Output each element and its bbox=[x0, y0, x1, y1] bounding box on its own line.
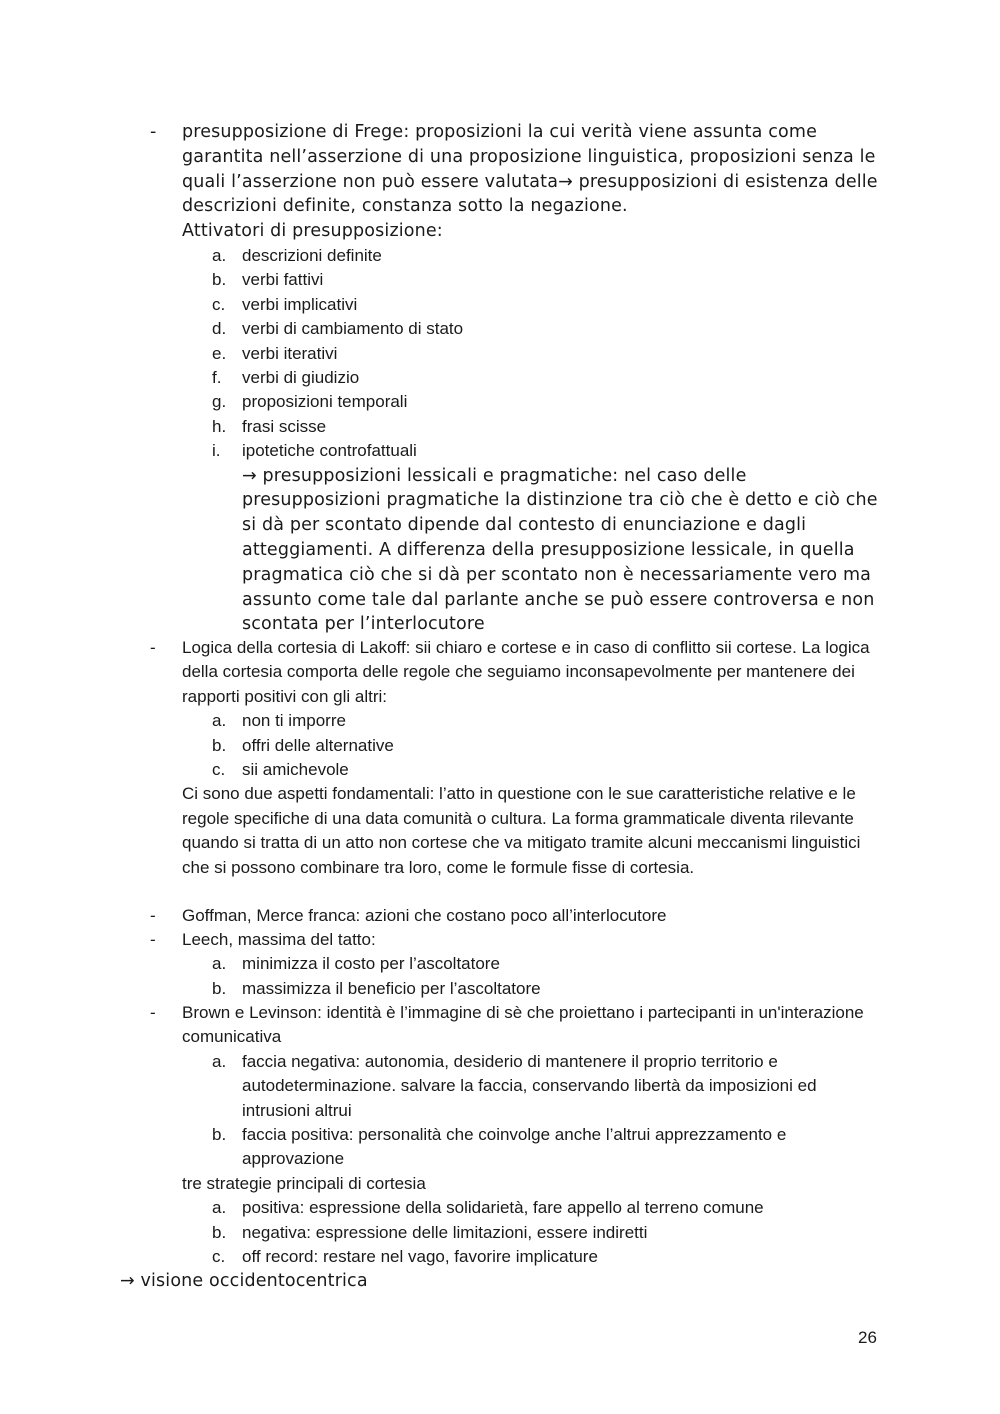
list-marker: a. bbox=[212, 1051, 227, 1071]
list-item-text: non ti imporre bbox=[242, 711, 346, 731]
list-marker: b. bbox=[212, 1222, 227, 1242]
list-item-text: positiva: espressione della solidarietà, fare appello al terreno comune bbox=[242, 1198, 764, 1218]
list-item bbox=[212, 268, 880, 292]
list-item-text: offri delle alternative bbox=[242, 735, 394, 755]
closing-note: → visione occidentocentrica bbox=[120, 1271, 368, 1291]
leech-paragraph: Leech, massima del tatto: bbox=[182, 930, 376, 949]
list-marker: a. bbox=[212, 954, 227, 974]
list-item bbox=[212, 977, 880, 1001]
list-item-text: faccia negativa: autonomia, desiderio di mantenere il proprio territorio e autodeterminazione. salvare la faccia, conservando libertà da imposizioni ed intrusioni altrui bbox=[242, 1051, 817, 1120]
bullet-leech bbox=[150, 928, 880, 1001]
list-item-text: verbi di cambiamento di stato bbox=[242, 319, 464, 339]
presupposition-note: → presupposizioni lessicali e pragmatiche: nel caso delle presupposizioni pragmatiche la distinzione tra ciò che è detto e ciò che si dà per scontato dipende dal contesto di enunciazione e dagli atteggiamenti. A differenza della presupposizione lessicale, in quella pragmatica ciò che si dà per scontato non è necessariamente vero ma assunto come tale dal parlante anche se può essere controversa e non scontata per l’interlocutore bbox=[242, 465, 878, 635]
list-marker: a. bbox=[212, 1198, 227, 1218]
bullet-dash: - bbox=[150, 638, 156, 657]
bullet-frege bbox=[150, 120, 880, 637]
bullet-dash: - bbox=[150, 1003, 156, 1022]
list-item bbox=[212, 952, 880, 976]
list-item-text: verbi di giudizio bbox=[242, 368, 360, 388]
list-item-text: faccia positiva: personalità che coinvolge anche l’altrui apprezzamento e approvazione bbox=[242, 1125, 787, 1169]
list-item-text: frasi scisse bbox=[242, 416, 327, 436]
list-item bbox=[212, 758, 880, 782]
list-item bbox=[212, 709, 880, 733]
list-item-text: off record: restare nel vago, favorire implicature bbox=[242, 1247, 598, 1267]
strategies-heading: tre strategie principali di cortesia bbox=[182, 1173, 426, 1193]
lakoff-rules-list bbox=[182, 709, 880, 782]
list-item bbox=[212, 293, 880, 317]
list-item-text: descrizioni definite bbox=[242, 245, 382, 265]
list-item bbox=[212, 342, 880, 366]
list-item-text: verbi fattivi bbox=[242, 270, 324, 290]
list-marker: c. bbox=[212, 1247, 226, 1267]
face-list bbox=[182, 1050, 880, 1172]
list-item bbox=[212, 1221, 880, 1245]
list-marker: c. bbox=[212, 294, 226, 314]
list-item bbox=[212, 734, 880, 758]
list-item bbox=[212, 1123, 880, 1172]
leech-list bbox=[182, 952, 880, 1001]
lakoff-paragraph: Logica della cortesia di Lakoff: sii chiaro e cortese e in caso di conflitto sii cortese. La logica della cortesia comporta delle regole che seguiamo inconsapevolmente per mantenere dei rapporti positivi con gli altri: bbox=[182, 638, 870, 706]
list-marker: b. bbox=[212, 735, 227, 755]
activators-heading: Attivatori di presupposizione: bbox=[182, 221, 443, 242]
list-item bbox=[212, 1050, 880, 1123]
list-marker: a. bbox=[212, 711, 227, 731]
list-item-text: massimizza il beneficio per l’ascoltatore bbox=[242, 978, 541, 998]
goffman-paragraph: Goffman, Merce franca: azioni che costano poco all’interlocutore bbox=[182, 906, 667, 925]
list-item bbox=[212, 390, 880, 414]
list-item bbox=[212, 244, 880, 268]
list-marker: e. bbox=[212, 343, 227, 363]
list-marker: d. bbox=[212, 319, 227, 339]
list-item bbox=[212, 1196, 880, 1220]
brown-paragraph: Brown e Levinson: identità è l’immagine di sè che proiettano i partecipanti in un'interazione comunicativa bbox=[182, 1003, 864, 1047]
list-marker: b. bbox=[212, 1125, 227, 1145]
list-marker: h. bbox=[212, 416, 227, 436]
lakoff-after-paragraph: Ci sono due aspetti fondamentali: l’atto in questione con le sue caratteristiche relative e le regole specifiche di una data comunità o cultura. La forma grammaticale diventa rilevante quando si tratta di un atto non cortese che va mitigato tramite alcuni meccanismi linguistici che si possono combinare tra loro, come le formule fisse di cortesia. bbox=[182, 784, 861, 877]
list-item bbox=[212, 439, 880, 463]
bullet-goffman bbox=[150, 904, 880, 928]
strategies-list bbox=[182, 1196, 880, 1269]
frege-paragraph: presupposizione di Frege: proposizioni la cui verità viene assunta come garantita nell’asserzione di una proposizione linguistica, proposizioni senza le quali l’asserzione non può essere valutata→ presupposizioni di esistenza delle descrizioni definite, constanza sotto la negazione. bbox=[182, 122, 878, 217]
bullet-dash: - bbox=[150, 122, 157, 142]
bullet-dash: - bbox=[150, 930, 156, 949]
list-item bbox=[212, 366, 880, 390]
list-item bbox=[212, 317, 880, 341]
list-marker: c. bbox=[212, 760, 226, 780]
list-marker: g. bbox=[212, 392, 227, 412]
list-item-text: sii amichevole bbox=[242, 760, 349, 780]
list-marker: b. bbox=[212, 270, 227, 290]
list-item bbox=[212, 1245, 880, 1269]
list-marker: a. bbox=[212, 245, 227, 265]
bullet-brown-levinson bbox=[150, 1001, 880, 1269]
list-item-text: verbi iterativi bbox=[242, 343, 338, 363]
list-item-text: ipotetiche controfattuali bbox=[242, 441, 417, 461]
bullet-lakoff bbox=[150, 636, 880, 880]
list-marker: f. bbox=[212, 368, 222, 388]
list-marker: i. bbox=[212, 441, 221, 461]
page-number: 26 bbox=[858, 1328, 877, 1347]
list-item-text: verbi implicativi bbox=[242, 294, 358, 314]
list-item bbox=[212, 415, 880, 439]
list-item-text: proposizioni temporali bbox=[242, 392, 408, 412]
bullet-dash: - bbox=[150, 906, 156, 925]
list-item-text: negativa: espressione delle limitazioni, essere indiretti bbox=[242, 1222, 648, 1242]
list-item-text: minimizza il costo per l’ascoltatore bbox=[242, 954, 500, 974]
activators-list bbox=[182, 244, 880, 464]
list-marker: b. bbox=[212, 978, 227, 998]
